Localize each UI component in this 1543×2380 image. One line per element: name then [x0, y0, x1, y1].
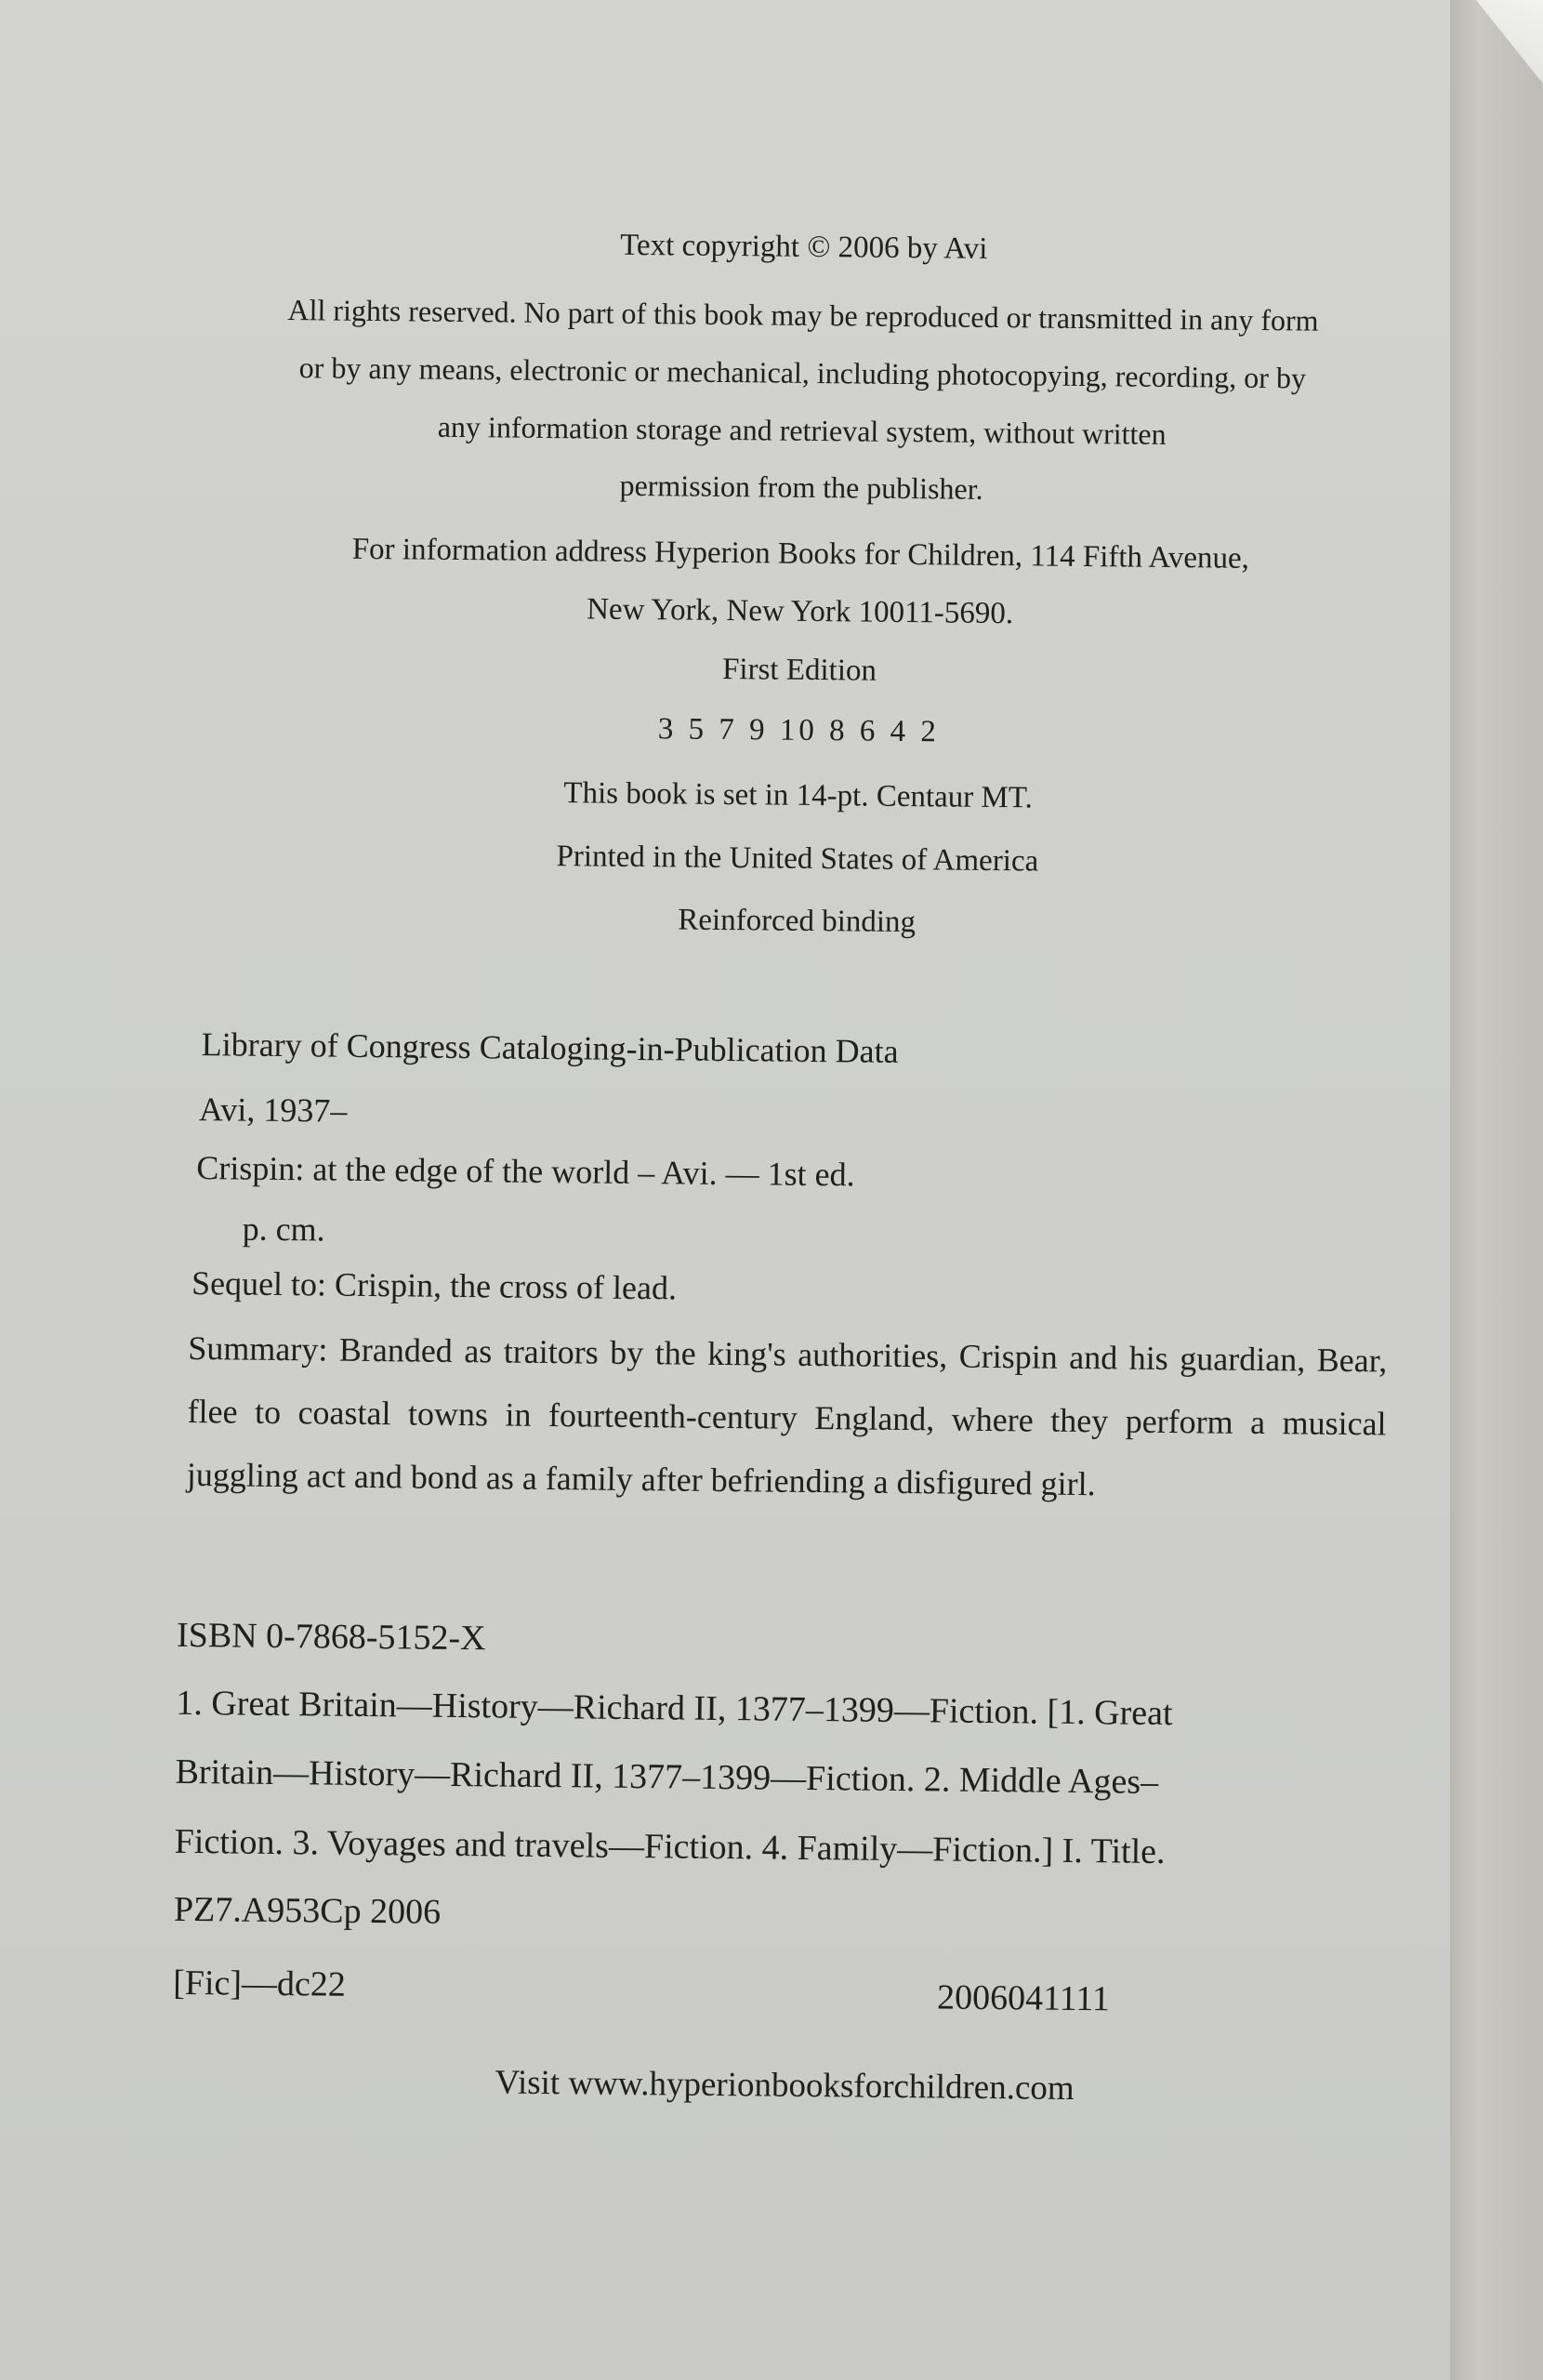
typeface-line: This book is set in 14-pt. Centaur MT.	[563, 776, 1034, 815]
cip-lccn: 2006041111	[936, 1977, 1111, 2019]
cip-title-line: Crispin: at the edge of the world – Avi. — 1st ed.	[196, 1149, 855, 1194]
rights-line-3: any information storage and retrieval system, without written	[437, 409, 1167, 451]
cip-subject-line-3: Fiction. 3. Voyages and travels—Fiction. 4. Family—Fiction.] I. Title.	[174, 1821, 1166, 1872]
cip-heading: Library of Congress Cataloging-in-Publication Data	[201, 1025, 899, 1070]
address-line-2: New York, New York 10011-5690.	[587, 592, 1014, 631]
printed-in-line: Printed in the United States of America	[556, 840, 1039, 879]
address-line-1: For information address Hyperion Books for Children, 114 Fifth Avenue,	[351, 532, 1250, 575]
cip-isbn: ISBN 0-7868-5152-X	[176, 1615, 486, 1659]
binding-line: Reinforced binding	[678, 903, 917, 940]
cip-author: Avi, 1937–	[198, 1091, 348, 1130]
page-edge	[1450, 0, 1543, 2380]
rights-line-2: or by any means, electronic or mechanical, including photocopying, recording, or by	[298, 350, 1307, 395]
copyright-line: Text copyright © 2006 by Avi	[620, 228, 988, 266]
cip-dewey: [Fic]—dc22	[172, 1963, 347, 2004]
cip-sequel: Sequel to: Crispin, the cross of lead.	[191, 1264, 678, 1307]
edition-line: First Edition	[721, 652, 877, 688]
cip-pages: p. cm.	[242, 1210, 325, 1249]
publisher-website: Visit www.hyperionbooksforchildren.com	[495, 2063, 1075, 2108]
cip-summary: Summary: Branded as traitors by the king's authorities, Crispin and his guardian, Bear, flee to coastal towns in fourteenth-century England, where they perform a musical juggling act and bond as a family after befriending a disfigured girl.	[186, 1329, 1388, 1503]
cip-call-number: PZ7.A953Cp 2006	[173, 1889, 442, 1932]
rights-line-4: permission from the publisher.	[619, 468, 983, 506]
cip-subject-line-1: 1. Great Britain—History—Richard II, 1377–1399—Fiction. [1. Great	[176, 1683, 1173, 1734]
printing-number-line: 3 5 7 9 10 8 6 4 2	[657, 712, 941, 749]
cip-subject-line-2: Britain—History—Richard II, 1377–1399—Fiction. 2. Middle Ages–	[175, 1752, 1159, 1802]
rights-line-1: All rights reserved. No part of this book may be reproduced or transmitted in any form	[287, 293, 1319, 337]
